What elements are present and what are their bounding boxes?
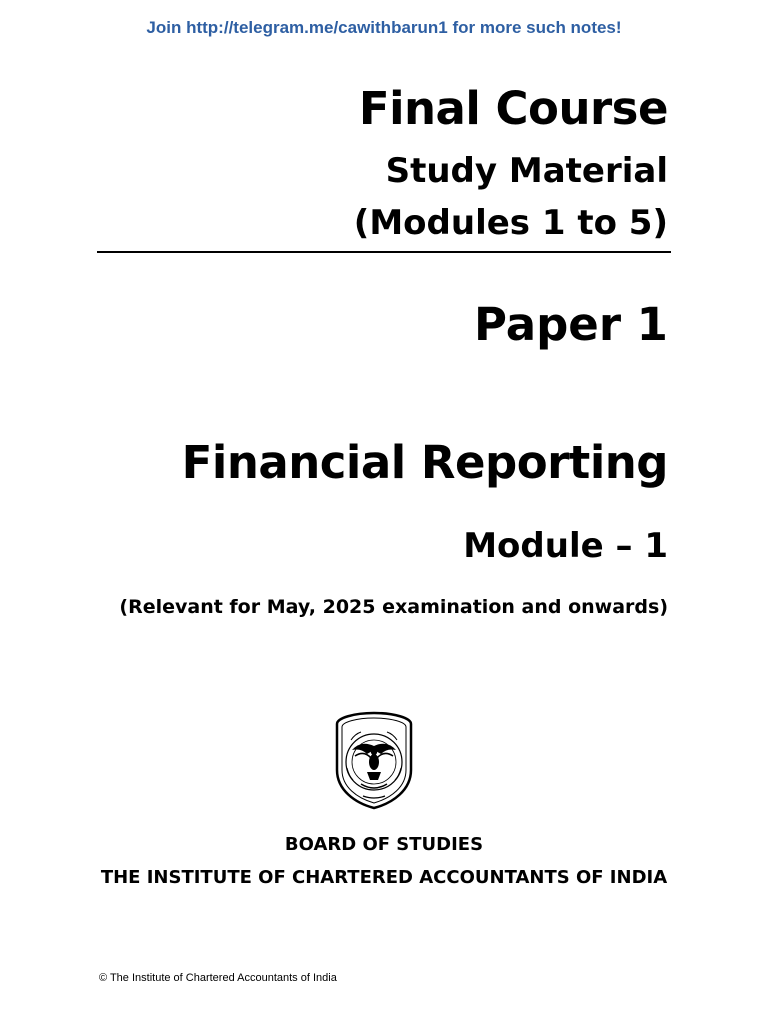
title-divider	[97, 251, 671, 253]
modules-range: (Modules 1 to 5)	[353, 203, 668, 243]
relevance-note: (Relevant for May, 2025 examination and onwards)	[119, 596, 668, 618]
subject-title: Financial Reporting	[181, 436, 668, 489]
icai-emblem-seal-icon	[331, 710, 417, 811]
material-subtitle: Study Material	[385, 151, 668, 191]
board-of-studies-label: BOARD OF STUDIES	[284, 834, 484, 855]
paper-number: Paper 1	[473, 298, 668, 351]
institute-name: THE INSTITUTE OF CHARTERED ACCOUNTANTS OF INDIA	[100, 867, 668, 888]
course-title: Final Course	[358, 82, 668, 135]
module-number: Module – 1	[463, 526, 668, 566]
telegram-banner-link[interactable]: Join http://telegram.me/cawithbarun1 for more such notes!	[146, 18, 622, 37]
copyright-notice: © The Institute of Chartered Accountants of India	[99, 972, 337, 984]
